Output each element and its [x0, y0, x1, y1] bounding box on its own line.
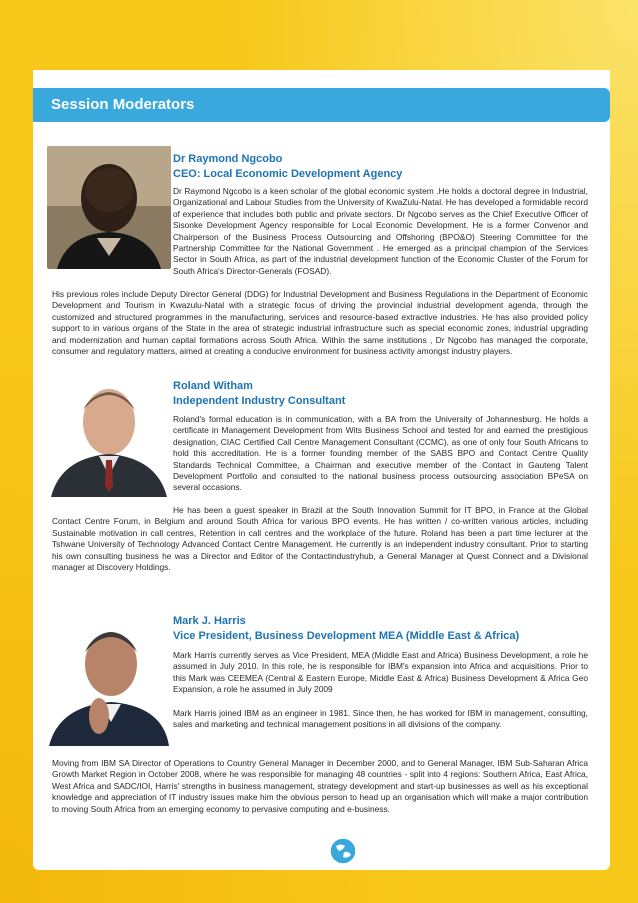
- footer-divider: [64, 838, 65, 862]
- moderator-bio: Mark Harris currently serves as Vice President, MEA (Middle East and Africa) Business Development, a role he assumed in July 2010. In this role, he is responsible for IBM's expansion into Africa and acquisitions. Prior to this Mark was CEEMEA (Central & Eastern Europe, Middle East & Africa) Business Development & Africa Geo Expansion, a role he assumed in July 2009: [173, 650, 588, 695]
- page-number: 16: [40, 846, 54, 860]
- moderator-name: Roland Witham: [173, 380, 253, 392]
- section-title: Session Moderators: [51, 96, 195, 113]
- moderator-bio-continued: His previous roles include Deputy Director General (DDG) for Industrial Development and Business Regulations in the Department of Economic Development and Tourism in Kwazulu-Natal with a strategic focus of driving the provincial industrial development agenda, through the customized and structured programmes in the manufacturing, services and resource-based extractive industries. He has also provided policy support to in various organs of the State in the area of strategic industrial infrastructure such as special economic zones, industrial upgrading and modernization and human capital formations across South Africa. Within the same institutions , Dr Ngcobo has managed the corporate, consumer and regulatory matters, aimed at creating a conducive environment for business activity amongst industry players.: [52, 289, 588, 357]
- moderator-bio-second: Mark Harris joined IBM as an engineer in 1981. Since then, he has worked for IBM in management, consulting, sales and marketing and technical management positions in all divisions of the company.: [173, 708, 588, 730]
- globe-icon: [328, 836, 358, 866]
- portrait-roland-witham: [47, 374, 171, 497]
- conference-brand: IMPACT SOURCING: [364, 838, 507, 852]
- moderator-bio-continued: Moving from IBM SA Director of Operations to Country General Manager in December 2000, and to General Manager, IBM Sub-Saharan Africa Growth Market Region in October 2008, where he was responsible for managing 48 countries - split into 4 regions: Southern Africa, East Africa, West Africa and SADC/IOI, Harris' strengths in business management, strategy development and start-up businesses as well as his exceptional knowledge and appreciation of IT industry issues make him the obvious person to head up an organisation which will make a major contribution to moving South Africa from an emerging economy to pervasive computing and e-business.: [52, 758, 588, 814]
- moderator-bio: Roland's formal education is in communication, with a BA from the University of Johannesburg. He holds a certificate in Management Development from Wits Business School and tested for and earned the prestigious designation, CIAC Certified Call Centre Management Consultant (CCMC), as one of only four South Africans to hold this accreditation. He is a former founding member of the SABS BPO and Contact Centre Quality Standards Technical Committee, a Chairman and executive member of the Contact in Gauteng Talent Development Portfolio and consulted to the national business process outsourcing association BPeSA on several occasions.: [173, 414, 588, 493]
- moderator-title: CEO: Local Economic Development Agency: [173, 168, 403, 180]
- moderator-bio: Dr Raymond Ngcobo is a keen scholar of the global economic system .He holds a doctoral degree in Industrial, Organizational and Labour Studies from the University of KwaZulu-Natal. He has developed a formidable record of experience that includes both public and private sectors. Dr Ngcobo serves as the Chief Executive Officer of Sisonke Development Agency responsible for Local Economic Development. He is a former Convenor and Chairperson of the Business Process Outsourcing and Offshoring (BPO&O) Steering Committee for the Partnership Committee for the National Government . He emerged as a principal champion of the Services Sector in South Africa, as part of the industrial development function of the Economic Cluster of the Forum for South Africa's Director-Generals (FOSAD).: [173, 186, 588, 276]
- moderator-bio-continued: He has been a guest speaker in Brazil at the South Innovation Summit for IT BPO, in France at the Global Contact Centre Forum, in Belgium and around South Africa for various BPO events. He has written / co-written various articles, including Sustainable motivation in call centres, Retention in call centres and the workplace of the future. Roland has been a part time lecturer at the Tshwane University of Technology Advanced Contact Centre Management. He currently is an independent industry consultant. Prior to starting his own consulting business he was a Director and Editor of the Contactindustryhub, a General Manager at Quest Connect and a Divisional manager at Discovery Holdings.: [52, 505, 588, 573]
- moderator-title: Vice President, Business Development MEA (Middle East & Africa): [173, 630, 520, 642]
- portrait-raymond-ngcobo: [47, 146, 171, 269]
- moderator-name: Dr Raymond Ngcobo: [173, 153, 283, 165]
- portrait-mark-harris: [47, 612, 171, 746]
- conference-subtitle: CONFERENCE 2011: [364, 854, 471, 865]
- moderator-title: Independent Industry Consultant: [173, 395, 346, 407]
- moderator-name: Mark J. Harris: [173, 615, 246, 627]
- section-header: [33, 88, 610, 122]
